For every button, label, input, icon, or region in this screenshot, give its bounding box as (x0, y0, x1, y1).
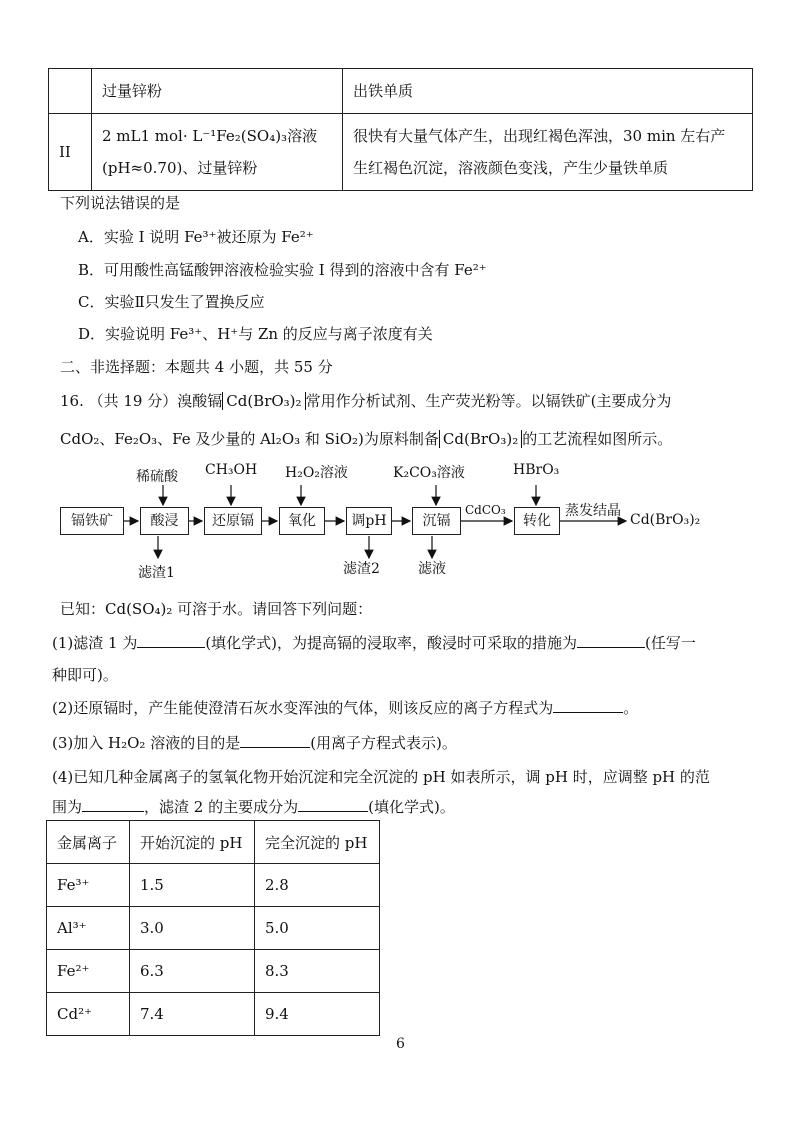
flow-box: 调pH (346, 507, 392, 535)
table-row (47, 864, 380, 907)
question-2 (52, 697, 638, 719)
flow-output: 滤渣2 (343, 561, 380, 577)
text: (1)滤渣 1 为 (52, 634, 138, 652)
cell-line: 生红褐色沉淀，溶液颜色变浅，产生少量铁单质 (353, 159, 669, 177)
cell-line: 2 mL1 mol· L⁻¹Fe₂(SO₄)₃溶液 (102, 127, 318, 145)
flow-box: 还原镉 (204, 507, 262, 535)
table-header: 开始沉淀的 pH (130, 821, 255, 864)
option-a: A．实验 I 说明 Fe³⁺被还原为 Fe²⁺ (78, 228, 314, 246)
text: 常用作分析试剂、生产荧光粉等。以镉铁矿(主要成分为 (305, 392, 672, 410)
flow-arrow-label: CdCO₃ (465, 503, 506, 517)
table-cell: Al³⁺ (47, 907, 130, 950)
table-cell: 1.5 (130, 864, 255, 907)
question-3 (52, 732, 457, 754)
known-info: 已知：Cd(SO₄)₂ 可溶于水。请回答下列问题： (60, 600, 373, 618)
formula: Cd(BrO₃)₂ (439, 430, 522, 448)
text: (填化学式)，为提高镉的浸取率，酸浸时可采取的措施为 (205, 634, 578, 652)
flow-box: 氧化 (279, 507, 325, 535)
text: (任写一 (645, 634, 696, 652)
table-row (47, 907, 380, 950)
cell-line: (pH≈0.70)、过量锌粉 (102, 159, 258, 177)
table-cell: 5.0 (255, 907, 380, 950)
question-1-cont: 种即可)。 (52, 666, 118, 684)
flow-box: 酸浸 (140, 507, 189, 535)
table-cell: Fe²⁺ (47, 950, 130, 993)
table-cell: 出铁单质 (343, 69, 753, 114)
table-cell: Cd²⁺ (47, 993, 130, 1036)
table-cell: 过量锌粉 (92, 69, 343, 114)
table-cell: 2.8 (255, 864, 380, 907)
flow-product: Cd(BrO₃)₂ (630, 512, 701, 528)
option-d: D．实验说明 Fe³⁺、H⁺与 Zn 的反应与离子浓度有关 (78, 325, 433, 343)
flow-output: 滤渣1 (138, 565, 175, 581)
question-4-cont (52, 796, 455, 818)
table-cell: 6.3 (130, 950, 255, 993)
question-1 (52, 632, 696, 654)
text: (2)还原镉时，产生能使澄清石灰水变浑浊的气体，则该反应的离子方程式为 (52, 699, 554, 717)
answer-blank[interactable] (240, 733, 310, 748)
table-header-row (47, 821, 380, 864)
cell-line: 很快有大量气体产生，出现红褐色浑浊，30 min 左右产 (353, 127, 726, 145)
table-row (47, 950, 380, 993)
answer-blank[interactable] (82, 797, 144, 812)
text: 。 (623, 699, 639, 717)
flow-input: CH₃OH (205, 462, 258, 478)
text: (3)加入 H₂O₂ 溶液的目的是 (52, 734, 241, 752)
flow-input: K₂CO₃溶液 (393, 465, 465, 481)
option-c: C．实验Ⅱ只发生了置换反应 (78, 293, 265, 311)
flow-box: 沉镉 (412, 507, 461, 535)
table-cell: 3.0 (130, 907, 255, 950)
text: (填化学式)。 (368, 798, 455, 816)
question-4: (4)已知几种金属离子的氢氧化物开始沉淀和完全沉淀的 pH 如表所示，调 pH 时，应调整 pH 的范 (52, 768, 710, 786)
answer-blank[interactable] (137, 633, 205, 648)
table-cell: 9.4 (255, 993, 380, 1036)
flow-box: 镉铁矿 (60, 507, 124, 535)
text: (用离子方程式表示)。 (310, 734, 457, 752)
table-header: 金属离子 (47, 821, 130, 864)
formula: Cd(BrO₃)₂ (222, 392, 305, 410)
flow-input: 稀硫酸 (136, 469, 178, 485)
flow-arrow-label: 蒸发结晶 (565, 503, 621, 519)
option-b: B．可用酸性高锰酸钾溶液检验实验 I 得到的溶液中含有 Fe²⁺ (78, 261, 487, 279)
flow-box: 转化 (514, 507, 560, 535)
table-cell: 7.4 (130, 993, 255, 1036)
answer-blank[interactable] (298, 797, 368, 812)
flow-input: H₂O₂溶液 (285, 465, 348, 481)
flow-output: 滤液 (418, 561, 446, 577)
flow-input: HBrO₃ (513, 462, 560, 478)
answer-blank[interactable] (553, 698, 623, 713)
text: ，滤渣 2 的主要成分为 (144, 798, 299, 816)
question-stem: 下列说法错误的是 (60, 194, 181, 212)
text: 的工艺流程如图所示。 (522, 430, 673, 448)
page-number: 6 (396, 1036, 405, 1052)
text: CdO₂、Fe₂O₃、Fe 及少量的 Al₂O₃ 和 SiO₂)为原料制备 (60, 430, 439, 448)
table-row (47, 993, 380, 1036)
table-cell: 8.3 (255, 950, 380, 993)
text: 围为 (52, 798, 83, 816)
table-cell: Fe³⁺ (47, 864, 130, 907)
ph-table (46, 820, 380, 1036)
section-heading: 二、非选择题：本题共 4 小题，共 55 分 (60, 358, 333, 376)
text: 16. （共 19 分）溴酸镉 (60, 392, 223, 410)
table-cell: II (49, 114, 92, 191)
answer-blank[interactable] (577, 633, 645, 648)
table-header: 完全沉淀的 pH (255, 821, 380, 864)
